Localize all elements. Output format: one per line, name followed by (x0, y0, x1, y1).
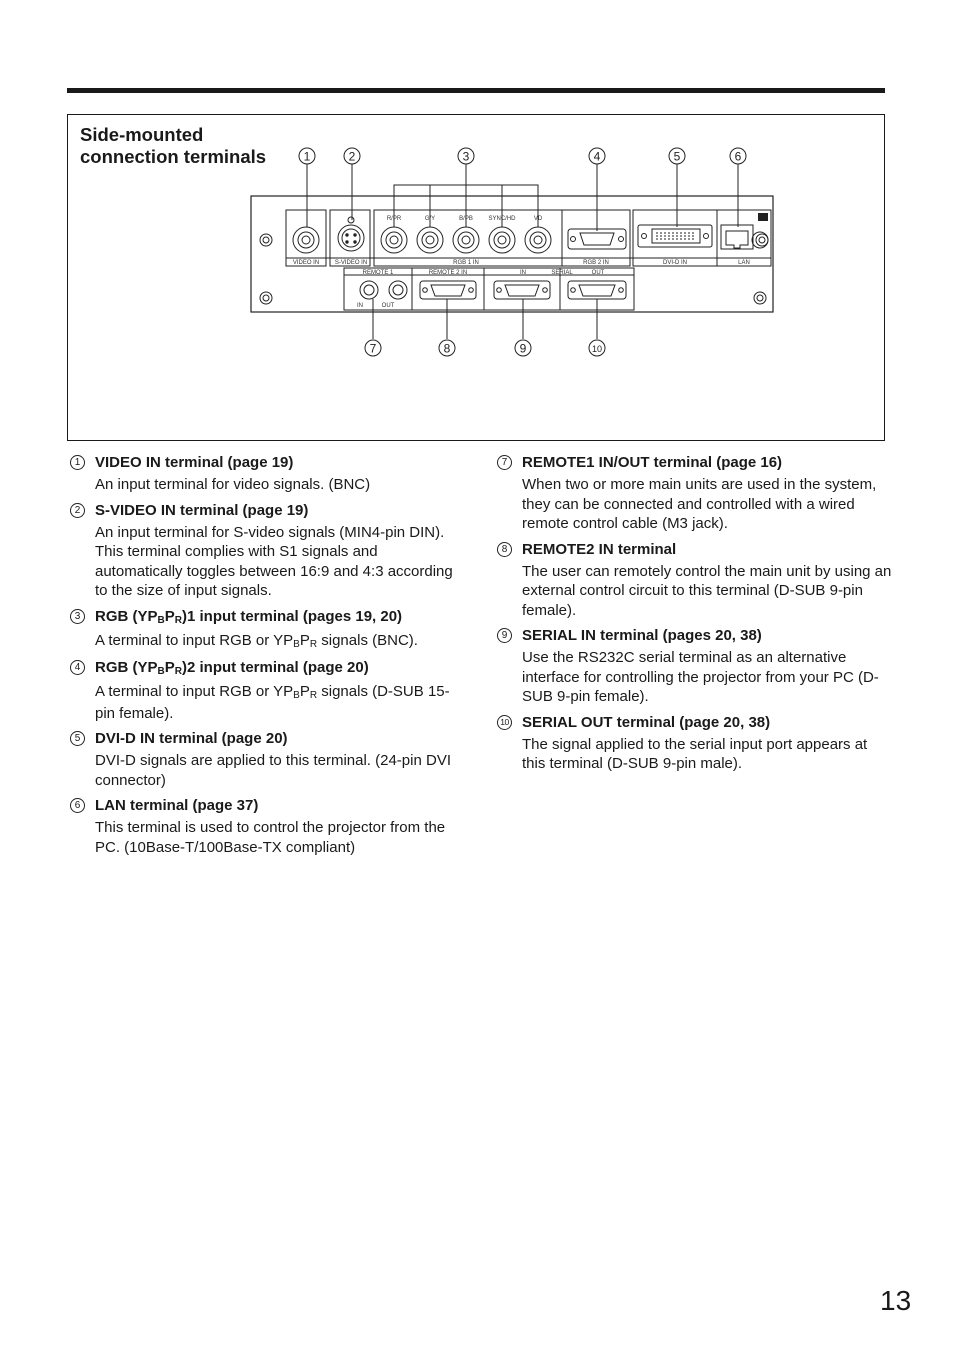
item-title: DVI-D IN terminal (page 20) (95, 730, 288, 747)
item-description: The user can remotely control the main unit by using an external control circuit to this terminal (D-SUB 9-pin female). (522, 562, 892, 619)
label-remote1: REMOTE 1 (362, 270, 394, 276)
label-serial-in: IN (520, 270, 526, 276)
item-title: VIDEO IN terminal (page 19) (95, 454, 294, 471)
right-column (497, 453, 892, 780)
item-rgb1-input (70, 607, 465, 653)
label-b-pb: B/PB (459, 216, 473, 222)
callout-4 (589, 148, 605, 164)
callout-6 (730, 148, 746, 164)
item-description: Use the RS232C serial terminal as an alternative interface for controlling the projector from your PC (D-SUB 9-pin female). (522, 649, 879, 705)
label-s-video-in: S-VIDEO IN (334, 260, 368, 266)
callout-2 (344, 148, 360, 164)
label-serial: SERIAL (551, 270, 573, 276)
item-number: 1 (70, 455, 85, 470)
label-vd: VD (533, 216, 543, 222)
svg-text:9: 9 (519, 341, 527, 356)
item-number: 3 (70, 609, 85, 624)
top-rule (67, 88, 885, 93)
label-rgb1-in: RGB 1 IN (453, 260, 479, 266)
label-dvi-d-in: DVI-D IN (663, 260, 687, 266)
label-video-in: VIDEO IN (292, 260, 320, 266)
item-description: DVI-D signals are applied to this terminal. (24-pin DVI connector) (95, 752, 451, 789)
item-number: 6 (70, 798, 85, 813)
item-title: RGB $(YP_BP_R)1$ input terminal (pages 19, 20) (95, 607, 403, 626)
item-number: 8 (497, 542, 512, 557)
label-serial-out: OUT (591, 270, 605, 276)
label-rgb2-in: RGB 2 IN (583, 260, 609, 266)
svg-text:3: 3 (462, 149, 470, 164)
label-out: OUT (381, 303, 395, 309)
item-remote2 (497, 540, 892, 621)
item-video-in (70, 453, 465, 495)
item-description: An input terminal for S-video signals (MIN4-pin DIN). (95, 523, 445, 541)
item-description: A terminal to input RGB or $YP_BP_R$ signals (D-SUB 15-pin female). (95, 683, 450, 722)
label-in: IN (357, 303, 363, 309)
callout-1 (299, 148, 315, 164)
item-title: REMOTE2 IN terminal (522, 540, 677, 558)
svg-text:7: 7 (369, 341, 377, 356)
item-s-video-in (70, 501, 465, 601)
svg-text:4: 4 (593, 149, 601, 164)
item-description: This terminal is used to control the projector from the PC. (10Base-T/100Base-TX compliant) (95, 819, 446, 856)
figure-title-line2: connection terminals (80, 146, 267, 167)
svg-text:5: 5 (673, 149, 681, 164)
item-description: An input terminal for video signals. (BNC) (95, 476, 371, 493)
item-lan (70, 796, 465, 857)
item-number: 5 (70, 731, 85, 746)
callout-10 (589, 340, 605, 356)
page-number: 13 (880, 1285, 912, 1316)
item-description: The signal applied to the serial input port appears at this terminal (D-SUB 9-pin male). (522, 735, 868, 772)
figure-box (67, 114, 885, 441)
item-title: SERIAL OUT terminal (page 20, 38) (522, 713, 771, 731)
callout-3 (458, 148, 474, 164)
item-number: 10 (497, 715, 512, 730)
callout-9 (515, 340, 531, 356)
terminal-panel (251, 196, 773, 312)
svg-text:1: 1 (303, 149, 311, 164)
item-dvi-d-in (70, 729, 465, 790)
svg-text:6: 6 (734, 149, 742, 164)
figure-title-line1: Side-mounted (80, 124, 204, 145)
callout-7 (365, 340, 381, 356)
item-rgb2-input (70, 658, 465, 723)
item-description: A terminal to input RGB or $YP_BP_R$ signals (BNC). (95, 631, 418, 650)
callout-5 (669, 148, 685, 164)
label-remote2-in: REMOTE 2 IN (428, 270, 468, 276)
label-g-y: G/Y (424, 216, 436, 222)
item-description-2: This terminal complies with S1 signals and automatically toggles between 16:9 and 4:3 according to the size of input signals. (95, 543, 453, 599)
item-number: 7 (497, 455, 512, 470)
left-column (70, 453, 465, 863)
item-title: RGB $(YP_BP_R)2$ input terminal (page 20) (95, 659, 369, 677)
svg-text:8: 8 (443, 341, 451, 356)
item-number: 9 (497, 628, 512, 643)
terminal-panel-diagram (68, 115, 884, 440)
callout-8 (439, 340, 455, 356)
item-description: When two or more main units are used in the system, they can be connected and controlled with a wired remote control cable (M3 jack). (522, 476, 877, 532)
item-title: SERIAL IN terminal (pages 20, 38) (522, 627, 762, 644)
item-title: REMOTE1 IN/OUT terminal (page 16) (522, 454, 783, 471)
svg-text:10: 10 (591, 344, 603, 354)
item-number: 2 (70, 503, 85, 518)
item-serial-out (497, 713, 892, 774)
item-title: S-VIDEO IN terminal (page 19) (95, 501, 309, 519)
item-serial-in (497, 626, 892, 707)
svg-text:2: 2 (348, 149, 356, 164)
item-remote1 (497, 453, 892, 534)
item-number: 4 (70, 660, 85, 675)
item-title: LAN terminal (page 37) (95, 797, 259, 814)
label-r-pr: R/PR (386, 216, 402, 222)
label-sync-hd: SYNC/HD (488, 216, 516, 222)
label-lan: LAN (738, 260, 750, 266)
